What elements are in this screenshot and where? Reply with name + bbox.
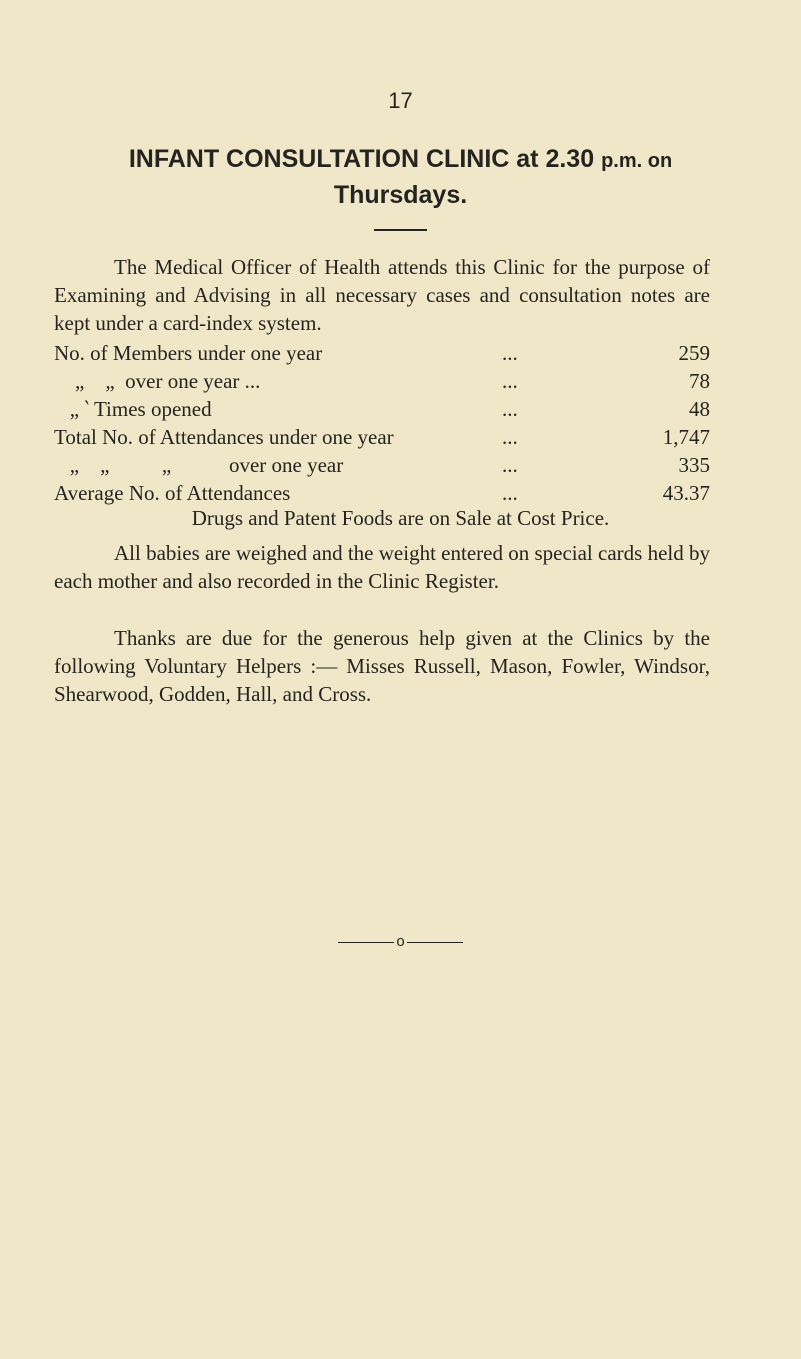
stat-leader: ...	[502, 369, 518, 393]
stat-value: 335	[678, 453, 710, 477]
title-divider	[374, 229, 427, 231]
stat-value: 48	[689, 397, 710, 421]
statistics-table	[54, 339, 710, 507]
stat-label: Total No. of Attendances under one year	[54, 425, 394, 449]
divider-line-left	[338, 942, 394, 943]
drugs-note: Drugs and Patent Foods are on Sale at Cost Price.	[191, 506, 610, 530]
stat-leader: ...	[502, 341, 518, 365]
page-title	[0, 142, 801, 212]
stat-leader: ...	[502, 397, 518, 421]
stat-value: 43.37	[662, 481, 710, 505]
stat-value: 259	[678, 341, 710, 365]
stat-row	[54, 479, 710, 507]
thanks-paragraph: Thanks are due for the generous help given at the Clinics by the following Voluntary Helpers :— Misses Russell, Mason, Fowler, Windsor, Shearwood, Godden, Hall, and Cross.	[54, 626, 710, 706]
stat-label: „ ‵ Times opened	[54, 397, 212, 421]
divider-line-right	[407, 942, 463, 943]
stat-leader: ...	[502, 453, 518, 477]
end-divider	[0, 934, 801, 950]
stat-row	[54, 367, 710, 395]
title-on: on	[642, 150, 673, 172]
title-time-suffix: p.m.	[601, 150, 643, 172]
title-main: INFANT CONSULTATION CLINIC at 2.30	[128, 145, 602, 173]
divider-mark-o: o	[396, 933, 405, 950]
stat-value: 1,747	[662, 425, 710, 449]
page-number: 17	[388, 88, 413, 113]
intro-paragraph: The Medical Officer of Health attends this Clinic for the purpose of Examining and Advising in all necessary cases and consultation notes are kept under a card-index system.	[54, 255, 710, 335]
stat-label: „ „ over one year ...	[54, 369, 261, 393]
stat-leader: ...	[502, 481, 518, 505]
title-line-1	[0, 142, 801, 178]
title-line-2: Thursdays.	[333, 181, 468, 209]
stat-row	[54, 423, 710, 451]
stat-value: 78	[689, 369, 710, 393]
stat-label: No. of Members under one year	[54, 341, 323, 365]
stat-row	[54, 395, 710, 423]
stat-label: „ „ „ over one year	[54, 453, 344, 477]
stat-leader: ...	[502, 425, 518, 449]
babies-paragraph: All babies are weighed and the weight entered on special cards held by each mother and also recorded in the Clinic Register.	[54, 541, 710, 593]
stat-label: Average No. of Attendances	[54, 481, 291, 505]
stat-row	[54, 339, 710, 367]
stat-row	[54, 451, 710, 479]
